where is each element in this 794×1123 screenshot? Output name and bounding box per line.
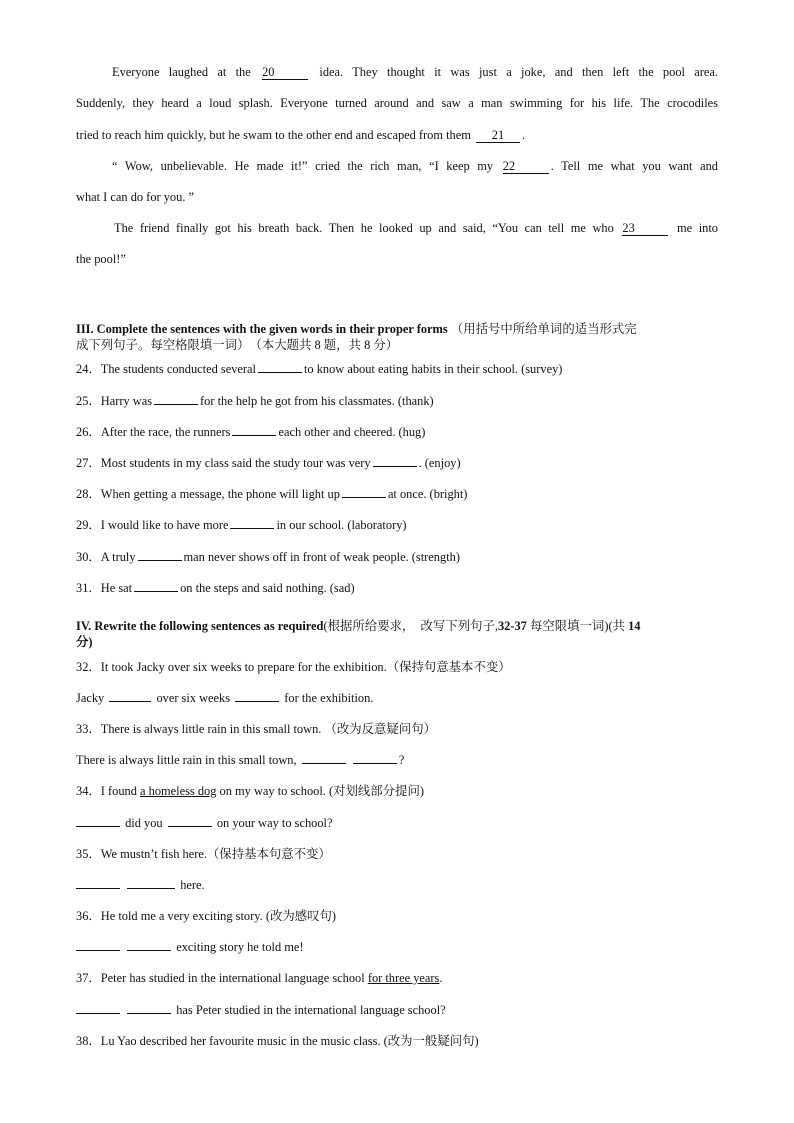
- passage-text: tried to reach him quickly, but he swam to the other end and escaped from them: [76, 128, 471, 142]
- answer-blank[interactable]: [76, 877, 120, 889]
- question-36: 36．He told me a very exciting story. (改为感叹句): [76, 909, 337, 923]
- underlined-phrase: for three years: [367, 971, 440, 985]
- passage-text: .: [522, 128, 526, 142]
- passage-text: . Tell me what you want and: [550, 159, 718, 173]
- answer-blank[interactable]: [235, 690, 279, 702]
- section-4-title: IV. Rewrite the following sentences as required: [76, 619, 324, 633]
- answer-blank[interactable]: [109, 690, 151, 702]
- question-32: 32．It took Jacky over six weeks to prepare for the exhibition.（保持句意基本不变）: [76, 660, 511, 674]
- answer-blank[interactable]: 21: [476, 128, 520, 143]
- answer-blank[interactable]: [230, 517, 274, 529]
- passage-line: Suddenly, they heard a loud splash. Everyone turned around and saw a man swimming for his life. The crocodiles: [76, 96, 718, 110]
- question-31: 31．He sat on the steps and said nothing. (sad): [76, 581, 355, 595]
- passage-line: what I can do for you. ”: [76, 190, 195, 204]
- question-27: 27．Most students in my class said the study tour was very . (enjoy): [76, 456, 461, 470]
- question-34: 34．I found a homeless dog on my way to school. (对划线部分提问): [76, 784, 424, 798]
- underlined-phrase: a homeless dog: [140, 784, 217, 798]
- passage-line: the pool!”: [76, 252, 126, 266]
- answer-blank[interactable]: [138, 549, 182, 561]
- question-35: 35．We mustn’t fish here.（保持基本句意不变）: [76, 847, 331, 861]
- answer-blank[interactable]: [154, 393, 198, 405]
- passage-line: [112, 158, 718, 174]
- answer-blank[interactable]: [302, 752, 346, 764]
- answer-blank[interactable]: 20: [262, 65, 308, 80]
- question-28: 28．When getting a message, the phone will light up at once. (bright): [76, 487, 468, 501]
- answer-32: Jacky over six weeks for the exhibition.: [76, 691, 374, 705]
- passage-line: [114, 220, 718, 236]
- question-33: 33．There is always little rain in this small town. （改为反意疑问句）: [76, 722, 436, 736]
- answer-blank[interactable]: [373, 455, 417, 467]
- answer-blank[interactable]: [232, 424, 276, 436]
- passage-line: [76, 127, 718, 143]
- question-30: 30．A truly man never shows off in front of weak people. (strength): [76, 550, 460, 564]
- answer-blank[interactable]: [258, 361, 302, 373]
- question-37: 37．Peter has studied in the international language school for three years.: [76, 971, 443, 985]
- answer-blank[interactable]: 22: [503, 159, 549, 174]
- answer-35: here.: [76, 877, 718, 893]
- question-25: 25．Harry was for the help he got from his classmates. (thank): [76, 394, 434, 408]
- passage-text: me into: [676, 221, 718, 235]
- answer-blank[interactable]: [127, 1002, 171, 1014]
- answer-blank[interactable]: [342, 486, 386, 498]
- passage-text: The friend finally got his breath back. Then he looked up and said, “You can tell me who: [114, 221, 614, 235]
- answer-blank[interactable]: [76, 815, 120, 827]
- section-3-instructions: （用括号中所给单词的适当形式完: [450, 322, 637, 336]
- answer-blank[interactable]: [76, 939, 120, 951]
- section-3-title: III. Complete the sentences with the given words in their proper forms: [76, 322, 448, 336]
- answer-37: has Peter studied in the international language school?: [76, 1002, 718, 1018]
- question-26: 26．After the race, the runners each other and cheered. (hug): [76, 425, 426, 439]
- answer-blank[interactable]: [127, 877, 175, 889]
- question-29: 29．I would like to have more in our school. (laboratory): [76, 518, 407, 532]
- section-3-heading: [76, 321, 718, 353]
- question-38: 38．Lu Yao described her favourite music in the music class. (改为一般疑问句): [76, 1034, 479, 1048]
- answer-36: exciting story he told me!: [76, 939, 718, 955]
- answer-blank[interactable]: 23: [622, 221, 668, 236]
- answer-blank[interactable]: [127, 939, 171, 951]
- question-24: 24．The students conducted several to know about eating habits in their school. (survey): [76, 362, 563, 376]
- answer-blank[interactable]: [76, 1002, 120, 1014]
- answer-blank[interactable]: [168, 815, 212, 827]
- answer-33: There is always little rain in this small town, ?: [76, 753, 405, 767]
- passage-text: idea. They thought it was just a joke, and then left the pool area.: [319, 65, 718, 79]
- answer-blank[interactable]: [134, 580, 178, 592]
- answer-blank[interactable]: [353, 752, 397, 764]
- passage-line: [112, 64, 718, 80]
- section-3-instructions-2: 成下列句子。每空格限填一词） （本大题共 8 题，共 8 分）: [76, 338, 399, 352]
- section-4-heading: IV. Rewrite the following sentences as required(根据所给要求， 改写下列句子,32-37 每空限填一词)(共 14 分): [76, 619, 641, 649]
- passage-text: “ Wow, unbelievable. He made it!” cried the rich man, “I keep my: [112, 159, 494, 173]
- answer-34: did you on your way to school?: [76, 815, 718, 831]
- passage-text: Everyone laughed at the: [112, 65, 251, 79]
